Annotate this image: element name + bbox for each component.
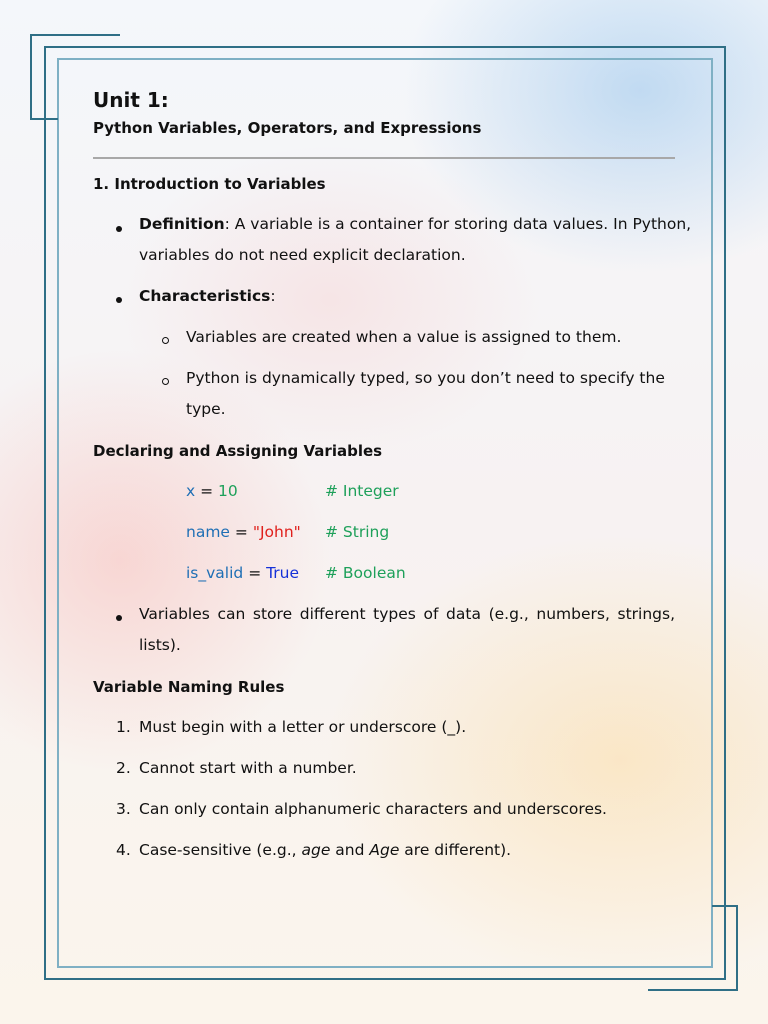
characteristics-line	[139, 287, 276, 305]
rule-item-3: Can only contain alphanumeric characters and underscores.	[139, 800, 607, 818]
rule-4-example-lower: age	[301, 841, 331, 859]
definition-label: Definition	[139, 215, 225, 233]
definition-text: : A variable is a container for storing data values. In Python,	[224, 215, 692, 233]
code-value: "John"	[252, 523, 301, 541]
page-frame-inner	[57, 58, 713, 968]
rule-4-text-a: Case-sensitive (e.g.,	[139, 841, 302, 859]
rule-4-example-upper: Age	[369, 841, 400, 859]
corner-ornament-bottom-right	[648, 905, 738, 991]
code-var-name: name	[186, 523, 230, 541]
rule-4-text-and: and	[330, 841, 370, 859]
section-title-intro: 1. Introduction to Variables	[93, 175, 326, 193]
code-comment-3: # Boolean	[325, 564, 406, 582]
code-value: True	[266, 564, 300, 582]
rule-number: 2.	[116, 759, 131, 777]
code-line-1	[186, 482, 238, 500]
unit-title: Unit 1:	[93, 88, 169, 112]
corner-ornament-top-left-tail	[30, 118, 58, 120]
sub-bullet-icon	[162, 378, 169, 385]
bullet-icon	[116, 226, 122, 232]
code-var-name: is_valid	[186, 564, 244, 582]
section-title-declaring: Declaring and Assigning Variables	[93, 442, 383, 460]
section-title-naming: Variable Naming Rules	[93, 678, 285, 696]
rule-number: 4.	[116, 841, 131, 859]
code-line-3	[186, 564, 299, 582]
definition-line-1	[139, 215, 691, 233]
code-line-2	[186, 523, 301, 541]
unit-subtitle: Python Variables, Operators, and Expressions	[93, 119, 482, 137]
sub-bullet-icon	[162, 337, 169, 344]
characteristics-label: Characteristics	[139, 287, 271, 305]
bullet-icon	[116, 297, 122, 303]
definition-line-2: variables do not need explicit declaration.	[139, 246, 466, 264]
rule-item-1: Must begin with a letter or underscore (_).	[139, 718, 467, 736]
types-note-line-1: Variables can store different types of data (e.g., numbers, strings,	[139, 605, 675, 623]
code-operator: =	[243, 564, 267, 582]
code-var-name: x	[186, 482, 196, 500]
code-operator: =	[195, 482, 219, 500]
characteristic-item-2: Python is dynamically typed, so you don’t need to specify the	[186, 369, 665, 387]
code-operator: =	[229, 523, 253, 541]
rule-number: 3.	[116, 800, 131, 818]
types-note-line-2: lists).	[139, 636, 181, 654]
rule-item-4	[139, 841, 511, 859]
code-value: 10	[218, 482, 238, 500]
characteristic-item-1: Variables are created when a value is assigned to them.	[186, 328, 622, 346]
code-comment-1: # Integer	[325, 482, 399, 500]
rule-number: 1.	[116, 718, 131, 736]
code-comment-2: # String	[325, 523, 390, 541]
rule-4-text-b: are different).	[399, 841, 512, 859]
rule-item-2: Cannot start with a number.	[139, 759, 357, 777]
characteristics-colon: :	[270, 287, 276, 305]
heading-divider	[93, 157, 675, 159]
characteristic-item-2-cont: type.	[186, 400, 226, 418]
corner-ornament-bottom-right-tail	[712, 905, 738, 907]
bullet-icon	[116, 615, 122, 621]
